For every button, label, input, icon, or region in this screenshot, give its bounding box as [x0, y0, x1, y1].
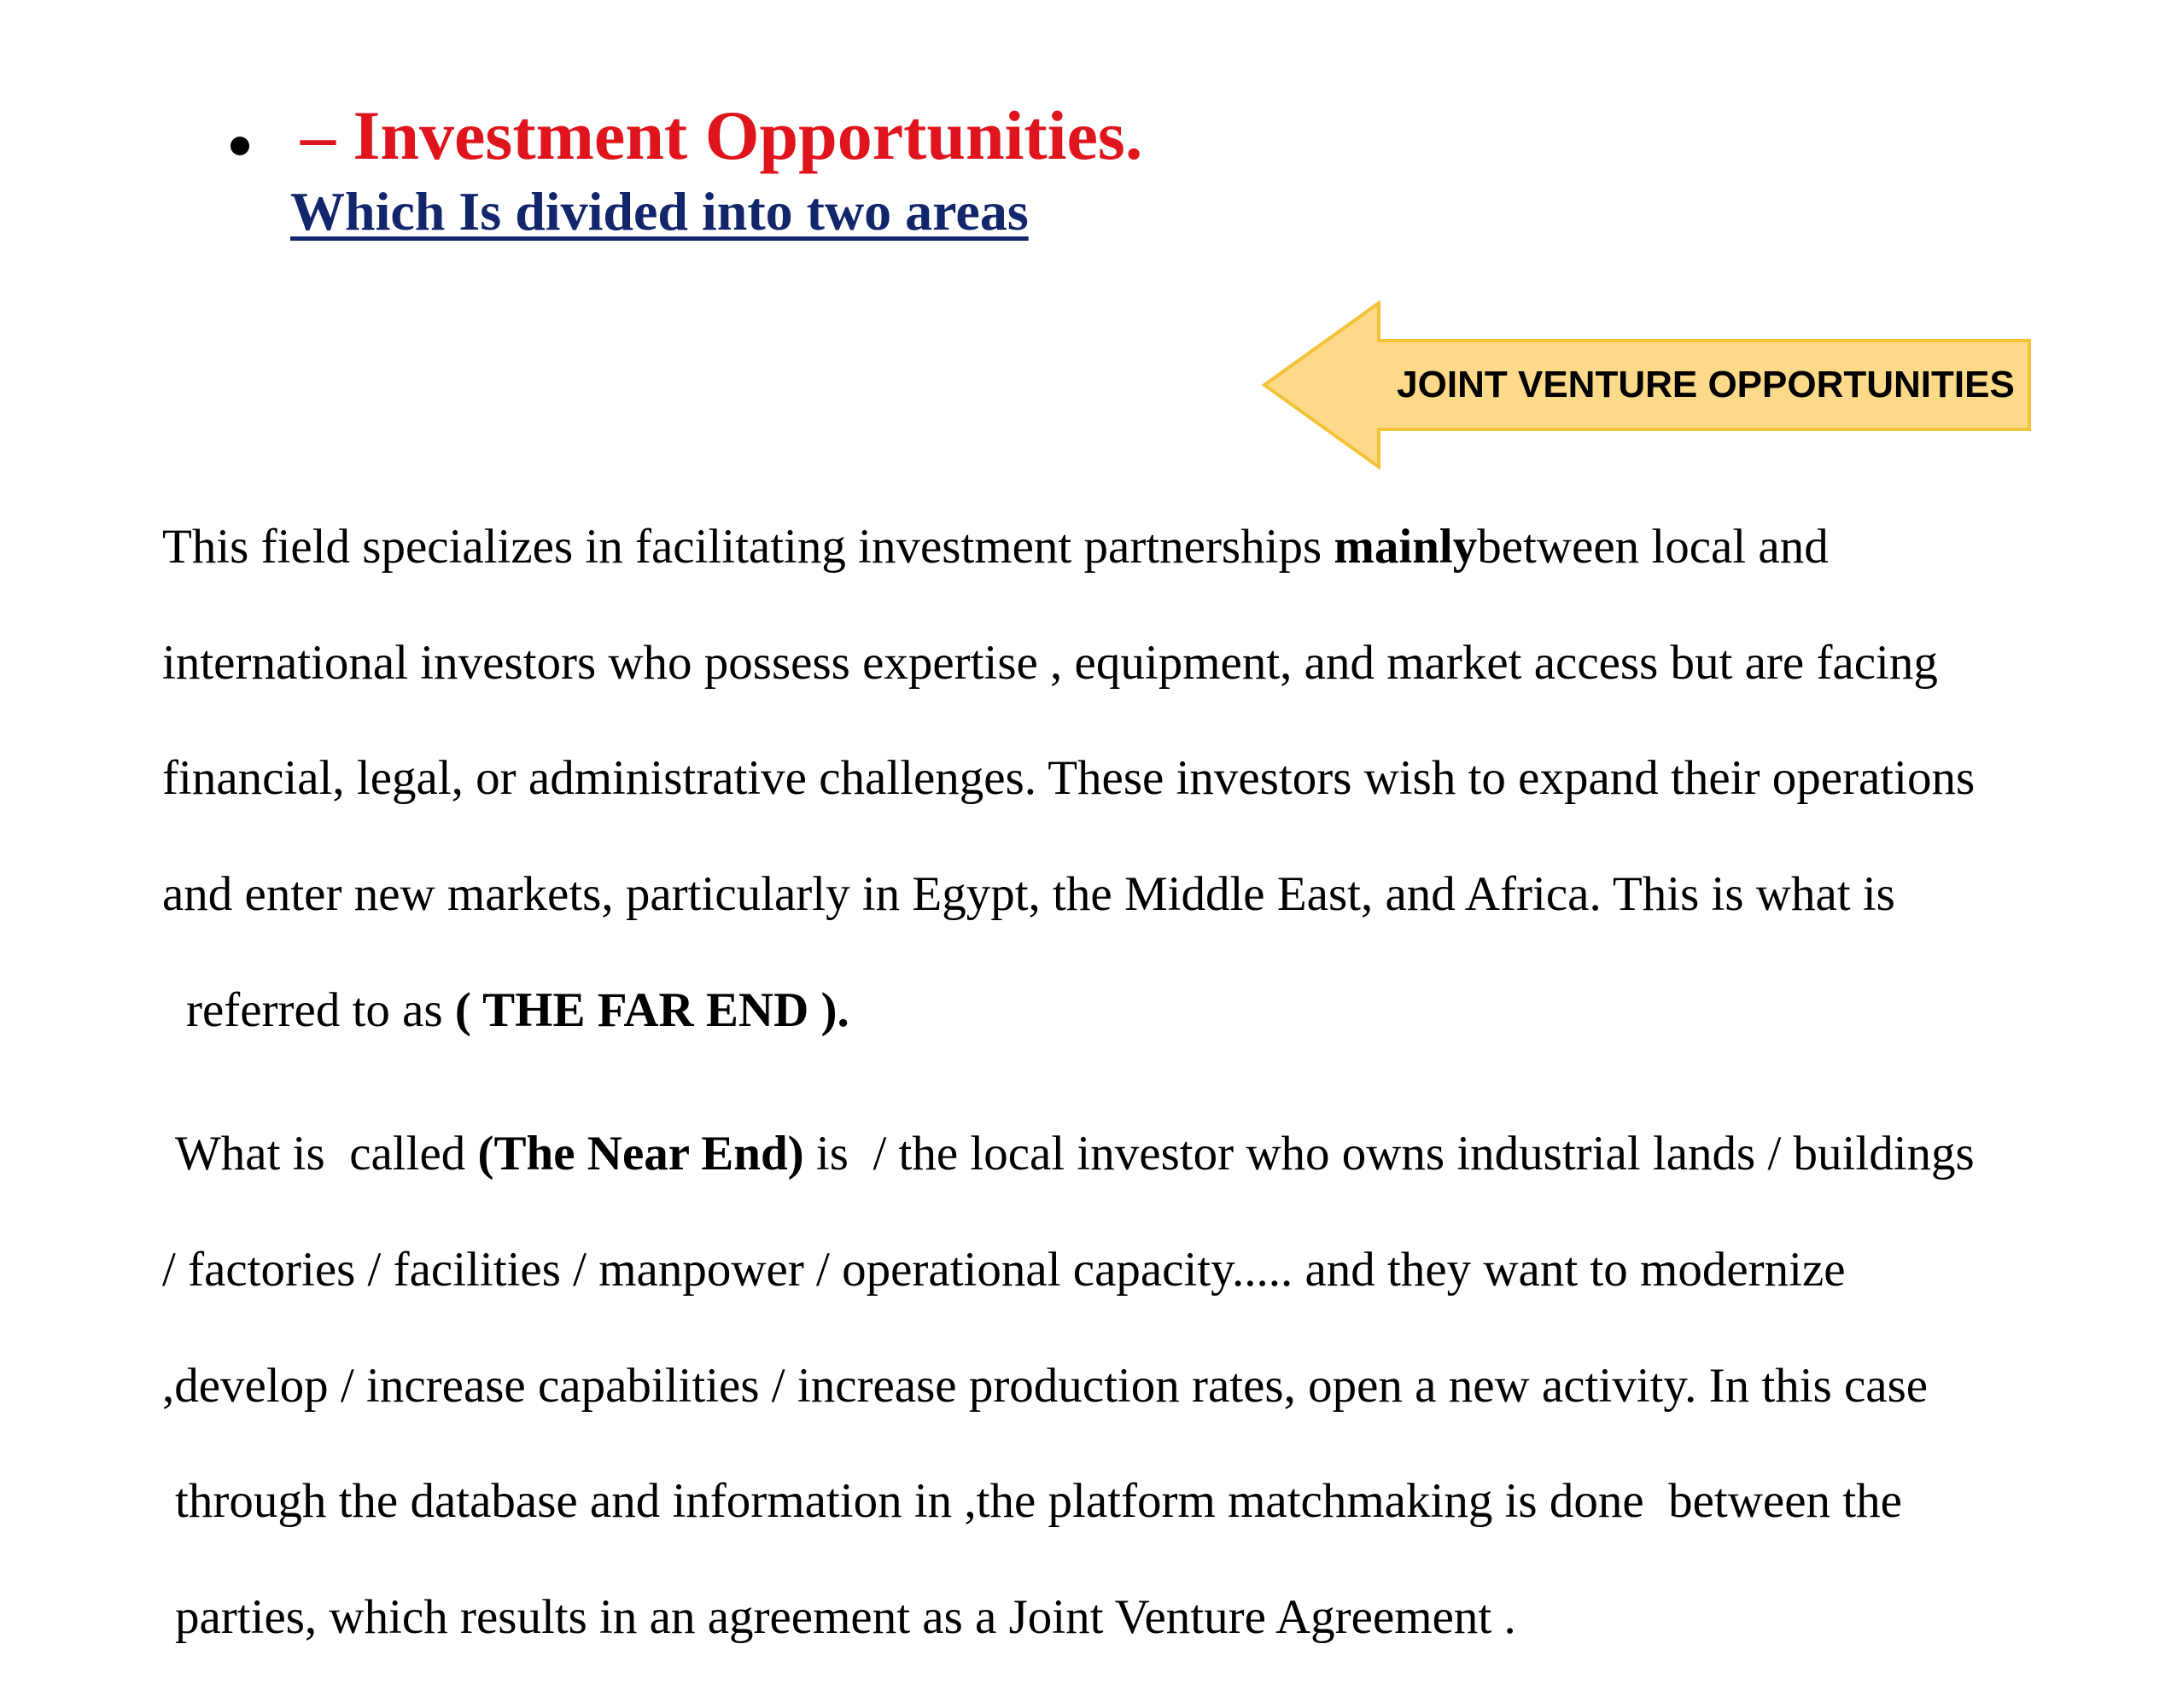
paragraph1-line5-pre: referred to as [186, 983, 455, 1037]
paragraph1-line2: international investors who possess expertise , equipment, and market access but are facing [162, 636, 1938, 690]
paragraph2-line2: / factories / facilities / manpower / operational capacity..... and they want to modernize [162, 1243, 1846, 1297]
far-end-label: ( THE FAR END ). [454, 983, 849, 1037]
bullet-icon [231, 137, 249, 155]
paragraph1-line1-pre: This field specializes in facilitating investment partnerships [162, 520, 1334, 574]
section-subtitle [290, 183, 1029, 240]
paragraph1-line4: and enter new markets, particularly in Egypt, the Middle East, and Africa. This is what is [162, 867, 1895, 921]
joint-venture-arrow [1262, 300, 2033, 469]
paragraph2-line1-pre: What is called [175, 1127, 478, 1180]
section-title [301, 96, 1143, 174]
section-subtitle-text: Which Is divided into two areas [290, 181, 1029, 242]
section-title-text: – Investment Opportunities. [301, 96, 1143, 174]
arrow-label: JOINT VENTURE OPPORTUNITIES [1397, 364, 2015, 405]
paragraph1-line5 [186, 983, 849, 1037]
paragraph1-line1-bold: mainly [1334, 520, 1478, 574]
paragraph2-line3: ,develop / increase capabilities / increase production rates, open a new activity. In this case [162, 1359, 1929, 1413]
paragraph2-line1-post: is / the local investor who owns industrial lands / buildings [803, 1127, 1975, 1180]
paragraph1-line1-post: between local and [1477, 520, 1829, 574]
paragraph1-line1 [162, 520, 1829, 574]
paragraph2-line5: parties, which results in an agreement as a Joint Venture Agreement . [175, 1590, 1516, 1644]
paragraph2-line4: through the database and information in ,the platform matchmaking is done between the [175, 1474, 1902, 1528]
paragraph2-line1 [175, 1129, 1975, 1178]
near-end-label: (The Near End) [477, 1127, 804, 1180]
paragraph1-line3: financial, legal, or administrative challenges. These investors wish to expand their operations [162, 751, 1976, 805]
